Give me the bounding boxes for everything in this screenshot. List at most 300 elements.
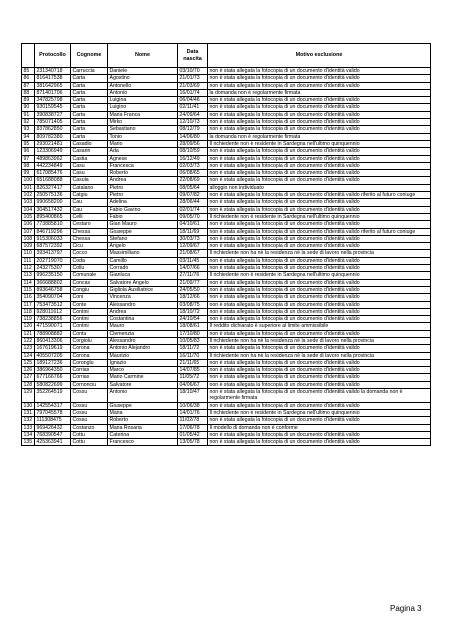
cell-protocollo: 809782380 [35,133,71,140]
cell-cognome: Carta [71,111,108,118]
cell-protocollo: 189127236 [35,359,71,366]
cell-nome: Alessandro [108,337,178,344]
table-row [22,148,431,155]
cell-motivo-esclusione: non è stata allegata la fotocopia di un documento d'identità valido [208,381,431,388]
cell-nome: Roberto [108,417,178,424]
cell-cognome: Cocco [71,250,108,257]
cell-cognome: Carta [71,104,108,111]
cell-protocollo: 390838727 [35,111,71,118]
cell-motivo-esclusione: non è stata allegata la fotocopia di un documento d'identità valido [208,111,431,118]
cell-motivo-esclusione: non è stata allegata la fotocopia di un documento d'identità valido [208,330,431,337]
cell-nome: Angelo [108,243,178,250]
cell-protocollo: 111308475 [35,417,71,424]
table-row [22,337,431,344]
cell-protocollo: 386964350 [35,367,71,374]
cell-data-nascita: 08/05/64 [178,184,208,191]
cell-row-index: 122 [22,337,35,344]
cell-motivo-esclusione: non è stata allegata la fotocopia di un documento d'identità valido [208,439,431,446]
header-motivo-esclusione: Motivo esclusione [208,44,431,68]
cell-cognome: Contu [71,330,108,337]
table-row [22,184,431,191]
cell-row-index: 102 [22,192,35,199]
cell-row-index: 128 [22,381,35,388]
cell-motivo-esclusione: non è stata allegata la fotocopia di un documento d'identità valido [208,431,431,438]
table-row [22,126,431,133]
cell-data-nascita: 01/05/42 [178,431,208,438]
cell-data-nascita: 06/04/46 [178,97,208,104]
cell-nome: Francesco [108,439,178,446]
cell-nome: Gigliola Ausiliatrice [108,286,178,293]
cell-data-nascita: 22/08/69 [178,177,208,184]
cell-motivo-esclusione: non è stata allegata la fotocopia di un documento d'identità valido [208,265,431,272]
cell-motivo-esclusione: non è stata allegata la fotocopia di un documento d'identità valido [208,257,431,264]
cell-motivo-esclusione: non è stata allegata la fotocopia di un documento d'identità valido [208,104,431,111]
cell-motivo-esclusione: la domanda non è regolarmente firmata [208,89,431,96]
cell-nome: Giuseppe [108,402,178,409]
cell-motivo-esclusione: non è stata allegata la fotocopia di un documento d'identità valido la domanda non è regolarmente firmata [208,389,431,403]
cell-data-nascita: 02/11/41 [178,104,208,111]
cell-protocollo: 405507205 [35,352,71,359]
cell-row-index: 105 [22,213,35,220]
cell-protocollo: 366688802 [35,279,71,286]
table-row [22,439,431,446]
cell-nome: Pietro [108,192,178,199]
table-row [22,345,431,352]
cell-motivo-esclusione: non è stata allegata la fotocopia di un documento d'identità valido [208,97,431,104]
cell-row-index: 98 [22,162,35,169]
cell-row-index: 133 [22,424,35,431]
cell-motivo-esclusione: Il reddito dichiarato è superiore al limite ammissibile [208,323,431,330]
cell-motivo-esclusione: non è stata allegata la fotocopia di un documento d'identità valido [208,177,431,184]
cell-cognome: Carta [71,89,108,96]
table-row [22,424,431,431]
cell-cognome: Corona [71,352,108,359]
cell-nome: Giuseppe [108,228,178,235]
cell-motivo-esclusione: non è stata allegata la fotocopia di un documento d'identità valido [208,221,431,228]
cell-nome: Salvatore Angelo [108,279,178,286]
cell-cognome: Cossu [71,402,108,409]
cell-protocollo: 788908882 [35,330,71,337]
cell-protocollo: 393413797 [35,250,71,257]
cell-motivo-esclusione: non è stata allegata la fotocopia di un documento d'identità valido [208,206,431,213]
table-row [22,431,431,438]
cell-nome: Agostino [108,75,178,82]
cell-cognome: Costanzo [71,424,108,431]
cell-row-index: 94 [22,133,35,140]
table-row [22,111,431,118]
cell-data-nascita: 21/09/77 [178,279,208,286]
cell-row-index: 85 [22,68,35,75]
cell-cognome: Congiu [71,286,108,293]
cell-motivo-esclusione: non è stata allegata la fotocopia di un documento d'identità valido [208,308,431,315]
cell-data-nascita: 14/01/76 [178,409,208,416]
cell-nome: Fabio [108,213,178,220]
cell-row-index: 113 [22,272,35,279]
cell-nome: Antonio Alejandro [108,345,178,352]
cell-protocollo: 928011612 [35,308,71,315]
cell-row-index: 95 [22,140,35,147]
cell-cognome: Chessa [71,228,108,235]
cell-row-index: 125 [22,359,35,366]
cell-cognome: Cicu [71,243,108,250]
cell-cognome: Contini [71,323,108,330]
table-row [22,213,431,220]
cell-row-index: 121 [22,330,35,337]
cell-motivo-esclusione: Il richiedente non è residente in Sardegna nell'ultimo quinquennio [208,272,431,279]
cell-data-nascita: 18/10/72 [178,308,208,315]
cell-cognome: Carta [71,126,108,133]
cell-cognome: Cornonciu [71,381,108,388]
cell-nome: Adelina [108,199,178,206]
cell-data-nascita: 24/10/54 [178,316,208,323]
cell-protocollo: 677166766 [35,374,71,381]
cell-nome: Maria Franca [108,111,178,118]
table-row [22,257,431,264]
cell-data-nascita: 16/12/49 [178,155,208,162]
cell-protocollo: 425363941 [35,439,71,446]
cell-nome: Fabio Gavino [108,206,178,213]
table-row [22,352,431,359]
table-row [22,367,431,374]
table-row [22,250,431,257]
cell-row-index: 91 [22,111,35,118]
table-row [22,133,431,140]
cell-row-index: 103 [22,199,35,206]
table-row [22,417,431,424]
cell-motivo-esclusione: non è stata allegata la fotocopia di un documento d'identità valido [208,359,431,366]
cell-motivo-esclusione: non è stata allegata la fotocopia di un documento d'identità valido [208,374,431,381]
cell-cognome: Cottu [71,431,108,438]
cell-motivo-esclusione: non è stata allegata la fotocopia di un documento d'identità valido [208,279,431,286]
cell-data-nascita: 09/05/70 [178,213,208,220]
cell-cognome: Contini [71,308,108,315]
cell-data-nascita: 17/10/80 [178,330,208,337]
cell-nome: Antonello [108,82,178,89]
table-row [22,75,431,82]
cell-data-nascita: 16/01/74 [178,89,208,96]
cell-cognome: Cossu [71,409,108,416]
cell-cognome: Catalano [71,184,108,191]
cell-data-nascita: 03/10/70 [178,68,208,75]
cell-row-index: 118 [22,308,35,315]
cell-data-nascita: 14/07/66 [178,265,208,272]
cell-row-index: 93 [22,126,35,133]
table-row [22,359,431,366]
cell-row-index: 112 [22,265,35,272]
cell-nome: Ignazio [108,359,178,366]
cell-protocollo: 990658200 [35,199,71,206]
table-row [22,409,431,416]
table-header-row [22,44,431,68]
cell-row-index: 109 [22,243,35,250]
cell-row-index: 107 [22,228,35,235]
header-protocollo: Protocollo [35,44,71,68]
cell-row-index: 111 [22,257,35,264]
cell-motivo-esclusione: non è stata allegata la fotocopia di un documento d'identità valido [208,367,431,374]
cell-protocollo: 123306949 [35,148,71,155]
cell-motivo-esclusione: non è stata allegata la fotocopia di un documento d'identità valido [208,162,431,169]
cell-cognome: Casu [71,162,108,169]
cell-nome: Costantina [108,316,178,323]
cell-protocollo: 915306033 [35,235,71,242]
cell-data-nascita: 12/10/73 [178,119,208,126]
cell-row-index: 97 [22,155,35,162]
table-row [22,235,431,242]
cell-nome: Francesca [108,162,178,169]
cell-cognome: Chessa [71,235,108,242]
cell-row-index: 114 [22,279,35,286]
header-index [22,44,35,68]
cell-nome: Alessandro [108,301,178,308]
table-row [22,402,431,409]
cell-motivo-esclusione: non è stata allegata la fotocopia di un documento d'identità valido [208,199,431,206]
table-row [22,119,431,126]
cell-motivo-esclusione: Il richiedente non è residente in Sardegna nell'ultimo quinquennio [208,409,431,416]
cell-nome: Vincenza [108,294,178,301]
cell-row-index: 87 [22,82,35,89]
cell-motivo-esclusione: Il richiedente non è residente in Sardegna nell'ultimo quinquennio [208,213,431,220]
cell-row-index: 106 [22,221,35,228]
cell-data-nascita: 21/08/67 [178,250,208,257]
cell-protocollo: 969426432 [35,424,71,431]
table-row [22,330,431,337]
cell-nome: Massimiliano [108,250,178,257]
cell-cognome: Coni [71,294,108,301]
cell-protocollo: 893646758 [35,286,71,293]
cell-motivo-esclusione: non è stata allegata la fotocopia di un documento d'identità valido [208,294,431,301]
cell-cognome: Cestaro [71,221,108,228]
table-row [22,265,431,272]
cell-protocollo: 996235150 [35,272,71,279]
cell-protocollo: 202719070 [35,257,71,264]
table-row [22,140,431,147]
cell-nome: Andrea [108,308,178,315]
cell-row-index: 104 [22,206,35,213]
cell-data-nascita: 11/05/72 [178,374,208,381]
cell-nome: Daniele [108,68,178,75]
cell-nome: Marco [108,367,178,374]
cell-motivo-esclusione: non è stata allegata la fotocopia di un documento d'identità valido [208,170,431,177]
cell-cognome: Coronglu [71,359,108,366]
table-row [22,279,431,286]
cell-protocollo: 773885810 [35,221,71,228]
cell-motivo-esclusione: non è stata allegata la fotocopia di un documento d'identità valido [208,345,431,352]
cell-cognome: Cau [71,206,108,213]
cell-cognome: Casu [71,170,108,177]
cell-protocollo: 354090704 [35,294,71,301]
cell-nome: Agnese [108,155,178,162]
cell-cognome: Celli [71,213,108,220]
cell-row-index: 130 [22,402,35,409]
cell-nome: Maurizio [108,352,178,359]
cell-row-index: 89 [22,97,35,104]
cell-nome: Antonio [108,389,178,403]
table-row [22,82,431,89]
cell-data-nascita: 06/08/65 [178,170,208,177]
cell-row-index: 108 [22,235,35,242]
cell-nome: Tonio [108,133,178,140]
cell-cognome: Carruccia [71,68,108,75]
cell-motivo-esclusione: non è stata allegata la fotocopia di un documento d'identità valido [208,148,431,155]
cell-protocollo: 489863962 [35,155,71,162]
cell-motivo-esclusione: non è stata allegata la fotocopia di un documento d'identità valido riferito al futuro coniuge [208,192,431,199]
cell-data-nascita: 04/10/61 [178,221,208,228]
cell-protocollo: 381642965 [35,82,71,89]
cell-nome: Sebastiano [108,126,178,133]
cell-data-nascita: 14/07/85 [178,367,208,374]
cell-cognome: Catgiu [71,192,108,199]
cell-data-nascita: 18/10/47 [178,389,208,403]
table-row [22,89,431,96]
cell-cognome: Corrias [71,374,108,381]
cell-data-nascita: 11/02/78 [178,417,208,424]
cell-cognome: Carta [71,133,108,140]
cell-protocollo: 797045578 [35,409,71,416]
page-number: Pagina 3 [390,604,422,613]
cell-nome: Clemenzia [108,330,178,337]
cell-data-nascita: 27/11/76 [178,272,208,279]
cell-protocollo: 871401706 [35,89,71,96]
table-row [22,162,431,169]
cell-cognome: Concas [71,279,108,286]
cell-protocollo: 826327417 [35,184,71,191]
cell-motivo-esclusione: non è stata allegata la fotocopia di un documento d'identità valido [208,155,431,162]
cell-nome: Gianluca [108,272,178,279]
cell-motivo-esclusione: Il modello di domanda non è conforme [208,424,431,431]
cell-nome: Luigino [108,104,178,111]
cell-cognome: Comunale [71,272,108,279]
cell-data-nascita: 14/06/80 [178,133,208,140]
table-row [22,199,431,206]
header-data-nascita: Data nascita [178,44,208,68]
table-row [22,323,431,330]
table-row [22,177,431,184]
cell-nome: Salvatore [108,381,178,388]
cell-protocollo: 785071405 [35,119,71,126]
cell-protocollo: 293021481 [35,140,71,147]
cell-nome: Antonio [108,89,178,96]
cell-cognome: Cossu [71,389,108,403]
cell-nome: Roberto [108,170,178,177]
cell-row-index: 115 [22,286,35,293]
cell-data-nascita: 13/05/78 [178,439,208,446]
cell-motivo-esclusione: non è stata allegata la fotocopia di un documento d'identità valido [208,82,431,89]
cell-nome: Andrea [108,177,178,184]
table-row [22,272,431,279]
cell-cognome: Corgiolu [71,337,108,344]
cell-row-index: 127 [22,374,35,381]
cell-motivo-esclusione: non è stata allegata la fotocopia di un documento d'identità valido [208,235,431,242]
cell-protocollo: 617085476 [35,170,71,177]
table-row [22,192,431,199]
table-row [22,155,431,162]
cell-row-index: 99 [22,170,35,177]
table-row [22,228,431,235]
cell-cognome: Cau [71,199,108,206]
cell-cognome: Cottu [71,439,108,446]
cell-protocollo: 142554317 [35,402,71,409]
table-row [22,301,431,308]
cell-motivo-esclusione: non è stata allegata la fotocopia di un documento d'identità valido [208,402,431,409]
cell-data-nascita: 03/11/45 [178,257,208,264]
cell-row-index: 123 [22,345,35,352]
cell-row-index: 110 [22,250,35,257]
cell-cognome: Carta [71,97,108,104]
cell-protocollo: 930159545 [35,104,71,111]
cell-data-nascita: 18/08/61 [178,323,208,330]
table-row [22,243,431,250]
cell-protocollo: 837862850 [35,126,71,133]
cell-cognome: Collu [71,265,108,272]
cell-row-index: 135 [22,439,35,446]
cell-row-index: 86 [22,75,35,82]
cell-data-nascita: 18/11/72 [178,345,208,352]
cell-cognome: Carta [71,82,108,89]
cell-nome: Mirko [108,119,178,126]
cell-data-nascita: 21/11/65 [178,359,208,366]
cell-motivo-esclusione: non è stata allegata la fotocopia di un documento d'identità valido [208,417,431,424]
cell-nome: Camillo [108,257,178,264]
table-row [22,68,431,75]
cell-nome: Corrado [108,265,178,272]
cell-nome: Stefano [108,235,178,242]
cell-protocollo: 753473512 [35,301,71,308]
cell-protocollo: 352264519 [35,389,71,403]
cell-motivo-esclusione: non è stata allegata la fotocopia di un documento d'identità valido [208,301,431,308]
cell-row-index: 120 [22,323,35,330]
cell-nome: Ada [108,148,178,155]
cell-row-index: 92 [22,119,35,126]
cell-cognome: Casadio [71,140,108,147]
cell-cognome: Corona [71,345,108,352]
cell-protocollo: 471590071 [35,323,71,330]
cell-data-nascita: 18/11/69 [178,228,208,235]
cell-protocollo: 687572392 [35,243,71,250]
cell-protocollo: 738238856 [35,316,71,323]
cell-data-nascita: 09/07/82 [178,192,208,199]
cell-nome: Luigina [108,97,178,104]
cell-protocollo: 651688088 [35,177,71,184]
cell-protocollo: 231340718 [35,68,71,75]
cell-row-index: 88 [22,89,35,96]
cell-data-nascita: 02/03/73 [178,162,208,169]
cell-cognome: Casarin [71,148,108,155]
cell-row-index: 126 [22,367,35,374]
header-cognome: Cognome [71,44,108,68]
cell-cognome: Carta [71,119,108,126]
cell-cognome: Corrias [71,367,108,374]
table-row [22,374,431,381]
cell-nome: Maria [108,409,178,416]
cell-data-nascita: 18/12/66 [178,294,208,301]
cell-protocollo: 243275307 [35,265,71,272]
cell-row-index: 132 [22,417,35,424]
cell-protocollo: 347825798 [35,97,71,104]
cell-data-nascita: 24/09/64 [178,111,208,118]
cell-protocollo: 304517432 [35,206,71,213]
cell-protocollo: 860413306 [35,337,71,344]
cell-nome: Mauro [108,323,178,330]
cell-row-index: 129 [22,389,35,403]
table-row [22,206,431,213]
cell-row-index: 124 [22,352,35,359]
exclusion-table [21,43,431,446]
cell-data-nascita: 21/01/73 [178,75,208,82]
cell-protocollo: 816417538 [35,75,71,82]
cell-data-nascita: 03/08/75 [178,301,208,308]
cell-data-nascita: 10/06/38 [178,402,208,409]
cell-protocollo: 250575136 [35,192,71,199]
